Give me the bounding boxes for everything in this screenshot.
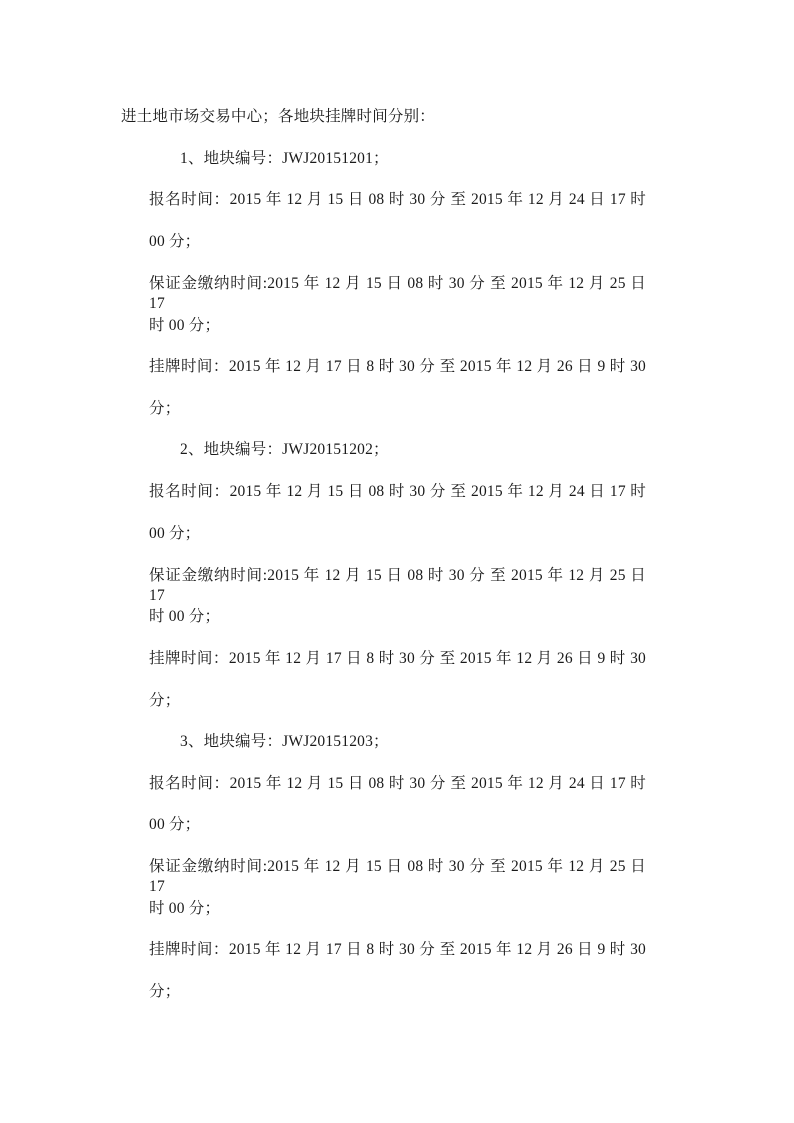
deposit-time-line: 保证金缴纳时间:2015 年 12 月 15 日 08 时 30 分 至 2015 年 12 月 25 日 17 — [149, 275, 646, 312]
listing-time-line: 挂牌时间：2015 年 12 月 17 日 8 时 30 分 至 2015 年 12 月 26 日 9 时 30 — [149, 650, 646, 667]
registration-time-continuation: 00 分； — [149, 816, 201, 833]
registration-time-continuation: 00 分； — [149, 233, 201, 250]
registration-time-line: 报名时间：2015 年 12 月 15 日 08 时 30 分 至 2015 年 12 月 24 日 17 时 — [149, 775, 646, 792]
parcel-heading: 3、地块编号：JWJ20151203； — [180, 733, 389, 750]
deposit-time-continuation: 时 00 分； — [149, 900, 221, 917]
listing-time-continuation: 分； — [149, 692, 181, 709]
deposit-time-continuation: 时 00 分； — [149, 608, 221, 625]
parcel-heading: 1、地块编号：JWJ20151201； — [180, 150, 389, 167]
registration-time-line: 报名时间：2015 年 12 月 15 日 08 时 30 分 至 2015 年 12 月 24 日 17 时 — [149, 483, 646, 500]
listing-time-continuation: 分； — [149, 400, 181, 417]
deposit-time-continuation: 时 00 分； — [149, 317, 221, 334]
listing-time-line: 挂牌时间：2015 年 12 月 17 日 8 时 30 分 至 2015 年 12 月 26 日 9 时 30 — [149, 358, 646, 375]
registration-time-line: 报名时间：2015 年 12 月 15 日 08 时 30 分 至 2015 年 12 月 24 日 17 时 — [149, 191, 646, 208]
intro-line: 进土地市场交易中心；各地块挂牌时间分别： — [121, 108, 436, 125]
registration-time-continuation: 00 分； — [149, 525, 201, 542]
listing-time-line: 挂牌时间：2015 年 12 月 17 日 8 时 30 分 至 2015 年 12 月 26 日 9 时 30 — [149, 941, 646, 958]
deposit-time-line: 保证金缴纳时间:2015 年 12 月 15 日 08 时 30 分 至 2015 年 12 月 25 日 17 — [149, 567, 646, 604]
listing-time-continuation: 分； — [149, 983, 181, 1000]
deposit-time-line: 保证金缴纳时间:2015 年 12 月 15 日 08 时 30 分 至 2015 年 12 月 25 日 17 — [149, 858, 646, 895]
parcel-heading: 2、地块编号：JWJ20151202； — [180, 441, 389, 458]
